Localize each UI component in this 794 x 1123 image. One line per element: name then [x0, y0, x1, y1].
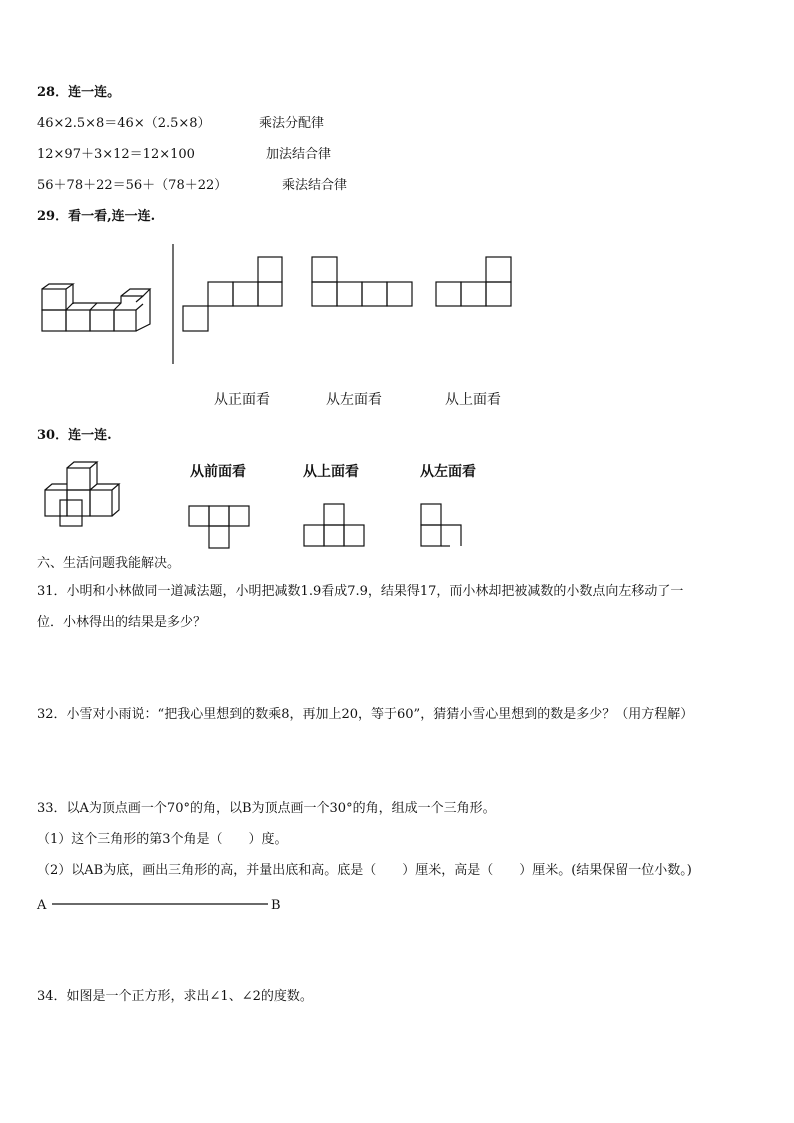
q28-left-2: 12×97＋3×12＝12×100	[37, 147, 195, 162]
q28-right-3: 乘法结合律	[282, 178, 348, 193]
q33-title: 33．以A为顶点画一个70°的角，以B为顶点画一个30°的角，组成一个三角形。	[37, 801, 496, 816]
q29-label-left: 从左面看	[326, 392, 382, 408]
q28-left-1: 46×2.5×8＝46×（2.5×8）	[37, 116, 211, 131]
q30-view-shape-3	[420, 503, 464, 549]
q29-view-shape-2	[311, 256, 415, 310]
q28-right-1: 乘法分配律	[259, 116, 325, 131]
q29-divider-line	[172, 244, 176, 366]
q33-point-b: B	[271, 898, 281, 913]
q34-text: 34．如图是一个正方形，求出∠1、∠2的度数。	[37, 989, 313, 1004]
q31-line-2: 位．小林得出的结果是多少？	[37, 615, 207, 630]
q30-label-left: 从左面看	[420, 464, 476, 480]
q33-sub-2: （2）以AB为底，画出三角形的高，并量出底和高。底是（ ）厘米，高是（ ）厘米。(结果保留一位小数。)	[37, 863, 692, 878]
q29-label-top: 从上面看	[445, 392, 501, 408]
q31-line-1: 31．小明和小林做同一道减法题，小明把减数1.9看成7.9，结果得17，而小林却把被减数的小数点向左移动了一	[37, 584, 684, 599]
q33-segment-ab	[52, 903, 270, 907]
q28-left-3: 56＋78＋22＝56＋（78＋22）	[37, 178, 228, 193]
q30-label-front: 从前面看	[190, 464, 246, 480]
q30-title: 30．连一连.	[37, 428, 112, 443]
q33-sub-1: （1）这个三角形的第3个角是（ ）度。	[37, 832, 288, 847]
q29-title: 29．看一看,连一连.	[37, 209, 156, 224]
q29-label-front: 从正面看	[214, 392, 270, 408]
q30-cube-figure	[42, 460, 122, 528]
q32-text: 32．小雪对小雨说：“把我心里想到的数乘8，再加上20，等于60”，猜猜小雪心里想到的数是多少？（用方程解）	[37, 707, 694, 722]
q28-title: 28．连一连。	[37, 85, 121, 100]
q30-view-shape-2	[303, 503, 367, 549]
q29-view-shape-1	[182, 256, 284, 334]
q29-cube-figure	[40, 284, 155, 334]
q28-right-2: 加法结合律	[266, 147, 332, 162]
q30-view-shape-1	[188, 504, 252, 550]
q30-label-top: 从上面看	[303, 464, 359, 480]
q29-view-shape-3	[435, 256, 515, 310]
q33-point-a: A	[37, 898, 47, 913]
section6-title: 六、生活问题我能解决。	[37, 556, 181, 571]
